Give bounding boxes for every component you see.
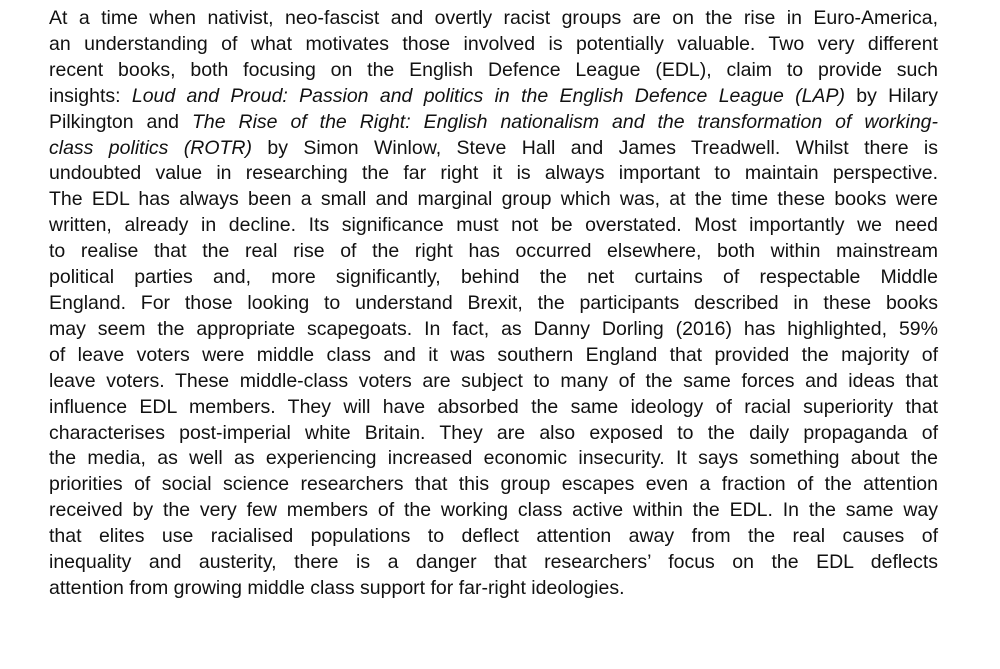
text-segment: influence EDL members. They will have absorbed the same ideology of racial superiority that <box>49 395 938 418</box>
text-segment: by Simon Winlow, Steve Hall and James Treadwell. Whilst there is <box>252 136 938 159</box>
text-segment: received by the very few members of the working class active within the EDL. In the same way <box>49 499 938 522</box>
text-segment: priorities of social science researchers that this group escapes even a fraction of the attention <box>49 473 938 496</box>
text-segment: to realise that the real rise of the right has occurred elsewhere, both within mainstream <box>49 240 938 263</box>
text-line <box>49 6 938 32</box>
italic-title-text: The Rise of the Right: English nationalism and the transformation of working- <box>191 110 939 133</box>
text-line <box>49 498 938 524</box>
italic-title-text: class politics (ROTR) <box>49 136 252 159</box>
text-segment: insights: <box>49 84 132 107</box>
text-line <box>49 58 938 84</box>
text-line <box>49 421 938 447</box>
text-line <box>49 550 938 576</box>
text-line <box>49 317 938 343</box>
text-segment: England. For those looking to understand Brexit, the participants described in these books <box>49 291 938 314</box>
text-segment: recent books, both focusing on the English Defence League (EDL), claim to provide such <box>49 58 938 81</box>
text-line <box>49 524 938 550</box>
text-line <box>49 213 938 239</box>
text-segment: an understanding of what motivates those involved is potentially valuable. Two very different <box>49 32 938 55</box>
text-segment: the media, as well as experiencing increased economic insecurity. It says something about the <box>49 447 938 470</box>
text-line <box>49 369 938 395</box>
text-line <box>49 265 938 291</box>
text-segment: Pilkington and <box>49 110 192 133</box>
text-segment: leave voters. These middle-class voters are subject to many of the same forces and ideas that <box>49 369 938 392</box>
body-paragraph <box>49 6 938 602</box>
text-line <box>49 84 938 110</box>
text-segment: that elites use racialised populations to deflect attention away from the real causes of <box>49 525 938 548</box>
text-segment: undoubted value in researching the far right it is always important to maintain perspective. <box>49 162 938 185</box>
text-segment: characterises post-imperial white Britain. They are also exposed to the daily propaganda of <box>49 421 938 444</box>
text-line <box>49 343 938 369</box>
text-segment: At a time when nativist, neo-fascist and overtly racist groups are on the rise in Euro-America, <box>49 7 938 29</box>
text-line <box>49 136 938 162</box>
text-segment: written, already in decline. Its significance must not be overstated. Most importantly we need <box>49 214 938 237</box>
text-line <box>49 32 938 58</box>
text-line <box>49 472 938 498</box>
text-line <box>49 446 938 472</box>
italic-title-text: Loud and Proud: Passion and politics in the English Defence League (LAP) <box>131 84 845 107</box>
text-segment: inequality and austerity, there is a danger that researchers’ focus on the EDL deflects <box>49 551 938 574</box>
text-line <box>49 239 938 265</box>
text-line <box>49 395 938 421</box>
text-line <box>49 576 938 602</box>
text-segment: of leave voters were middle class and it was southern England that provided the majority of <box>49 343 938 366</box>
text-segment: may seem the appropriate scapegoats. In fact, as Danny Dorling (2016) has highlighted, 59% <box>49 317 938 340</box>
text-line <box>49 110 938 136</box>
text-segment: The EDL has always been a small and marginal group which was, at the time these books were <box>49 188 938 211</box>
text-segment: political parties and, more significantly, behind the net curtains of respectable Middle <box>49 266 938 289</box>
text-segment: by Hilary <box>844 84 939 107</box>
text-line <box>49 291 938 317</box>
text-segment: attention from growing middle class support for far-right ideologies. <box>49 576 625 599</box>
text-line <box>49 161 938 187</box>
text-line <box>49 187 938 213</box>
